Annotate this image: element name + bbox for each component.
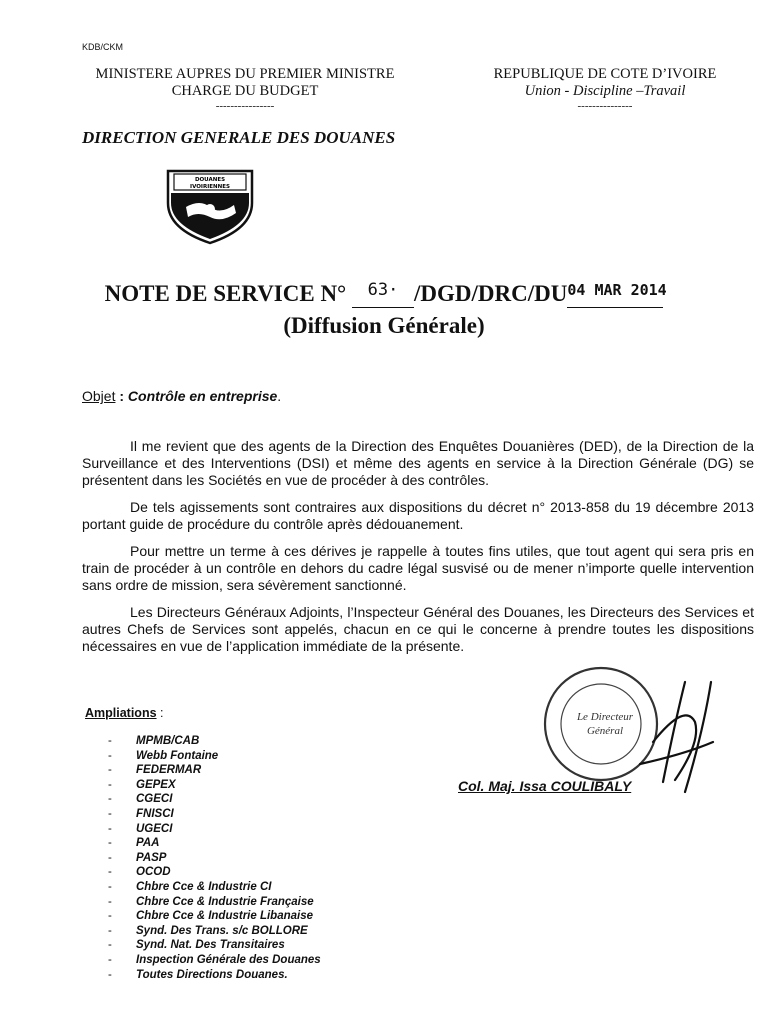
list-item: - FNISCI [108, 807, 321, 822]
object-value: Contrôle en entreprise [127, 388, 278, 404]
note-number: 63 [367, 280, 389, 300]
list-item: - PASP [108, 851, 321, 866]
republic-header [450, 66, 760, 112]
list-item: - OCOD [108, 865, 321, 880]
emblem-text-1: DOUANES [194, 177, 226, 183]
list-item: - CGECI [108, 792, 321, 807]
ministry-header [60, 66, 430, 112]
note-number-dot: · [388, 280, 399, 300]
list-item: - Inspection Générale des Douanes [108, 953, 321, 968]
object-line [82, 388, 281, 404]
paragraph-3: Pour mettre un terme à ces dérives je rappelle à toutes fins utiles, que tout agent qui sera pris en train de procéder à un contrôle en dehors du cadre légal susvisé ou de mener n’importe quelle intervention sans ordre de mission, sera sévèrement sanctionné. [82, 543, 754, 593]
signatory-name: Col. Maj. Issa COULIBALY [458, 778, 632, 794]
list-item: - Webb Fontaine [108, 749, 321, 764]
reference-code: KDB/CKM [82, 42, 124, 52]
object-end: . [277, 388, 282, 404]
douanes-shield-icon [164, 167, 256, 245]
list-item: - Chbre Cce & Industrie Française [108, 895, 321, 910]
ampliations-separator: : [156, 706, 164, 720]
object-separator: : [115, 388, 128, 404]
ampliations-list [108, 734, 321, 982]
note-title-prefix: NOTE DE SERVICE N° [104, 281, 347, 306]
list-item: - Chbre Cce & Industrie Libanaise [108, 909, 321, 924]
list-item: - Chbre Cce & Industrie CI [108, 880, 321, 895]
ministry-divider: ---------------- [215, 100, 275, 112]
republic-name: REPUBLIQUE DE COTE D’IVOIRE [493, 66, 717, 82]
direction-title: DIRECTION GENERALE DES DOUANES [82, 128, 396, 147]
ampliations-title [85, 706, 164, 720]
object-label: Objet [82, 388, 116, 404]
paragraph-1: Il me revient que des agents de la Direction des Enquêtes Douanières (DED), de la Direction de la Surveillance et des Interventions (DSI) et même des agents en service à la Direction Générale (DG) se présentent dans les Sociétés en vue de procéder à des contrôles. [82, 438, 754, 488]
ministry-line-2: CHARGE DU BUDGET [171, 83, 319, 99]
list-item: - Synd. Nat. Des Transitaires [108, 938, 321, 953]
list-item: - GEPEX [108, 778, 321, 793]
note-subtitle: (Diffusion Générale) [283, 313, 485, 338]
ministry-line-1: MINISTERE AUPRES DU PREMIER MINISTRE [95, 66, 395, 82]
note-title-suffix: /DGD/DRC/DU [414, 281, 568, 306]
list-item: - UGECI [108, 822, 321, 837]
list-item: - Toutes Directions Douanes. [108, 968, 321, 983]
note-title [0, 280, 768, 308]
list-item: - PAA [108, 836, 321, 851]
stamp-center-line-2: Général [586, 725, 624, 737]
paragraph-4: Les Directeurs Généraux Adjoints, l’Inspecteur Général des Douanes, les Directeurs des Services et autres Chefs de Services sont appelés, chacun en ce qui le concerne à prendre toutes les dispositions nécessaires en vue de l’application immédiate de la présente. [82, 604, 754, 654]
list-item: - FEDERMAR [108, 763, 321, 778]
note-body [82, 438, 754, 665]
republic-motto: Union - Discipline –Travail [524, 83, 686, 99]
republic-divider: --------------- [577, 100, 633, 112]
list-item: - Synd. Des Trans. s/c BOLLORE [108, 924, 321, 939]
list-item: - MPMB/CAB [108, 734, 321, 749]
paragraph-2: De tels agissements sont contraires aux dispositions du décret n° 2013-858 du 19 décembre 2013 portant guide de procédure du contrôle après dédouanement. [82, 499, 754, 532]
note-date-stamp: 04 MAR 2014 [567, 281, 667, 299]
emblem-text-2: IVOIRIENNES [190, 184, 230, 190]
ampliations-label: Ampliations [85, 706, 157, 720]
stamp-center-line-1: Le Directeur [576, 711, 634, 723]
